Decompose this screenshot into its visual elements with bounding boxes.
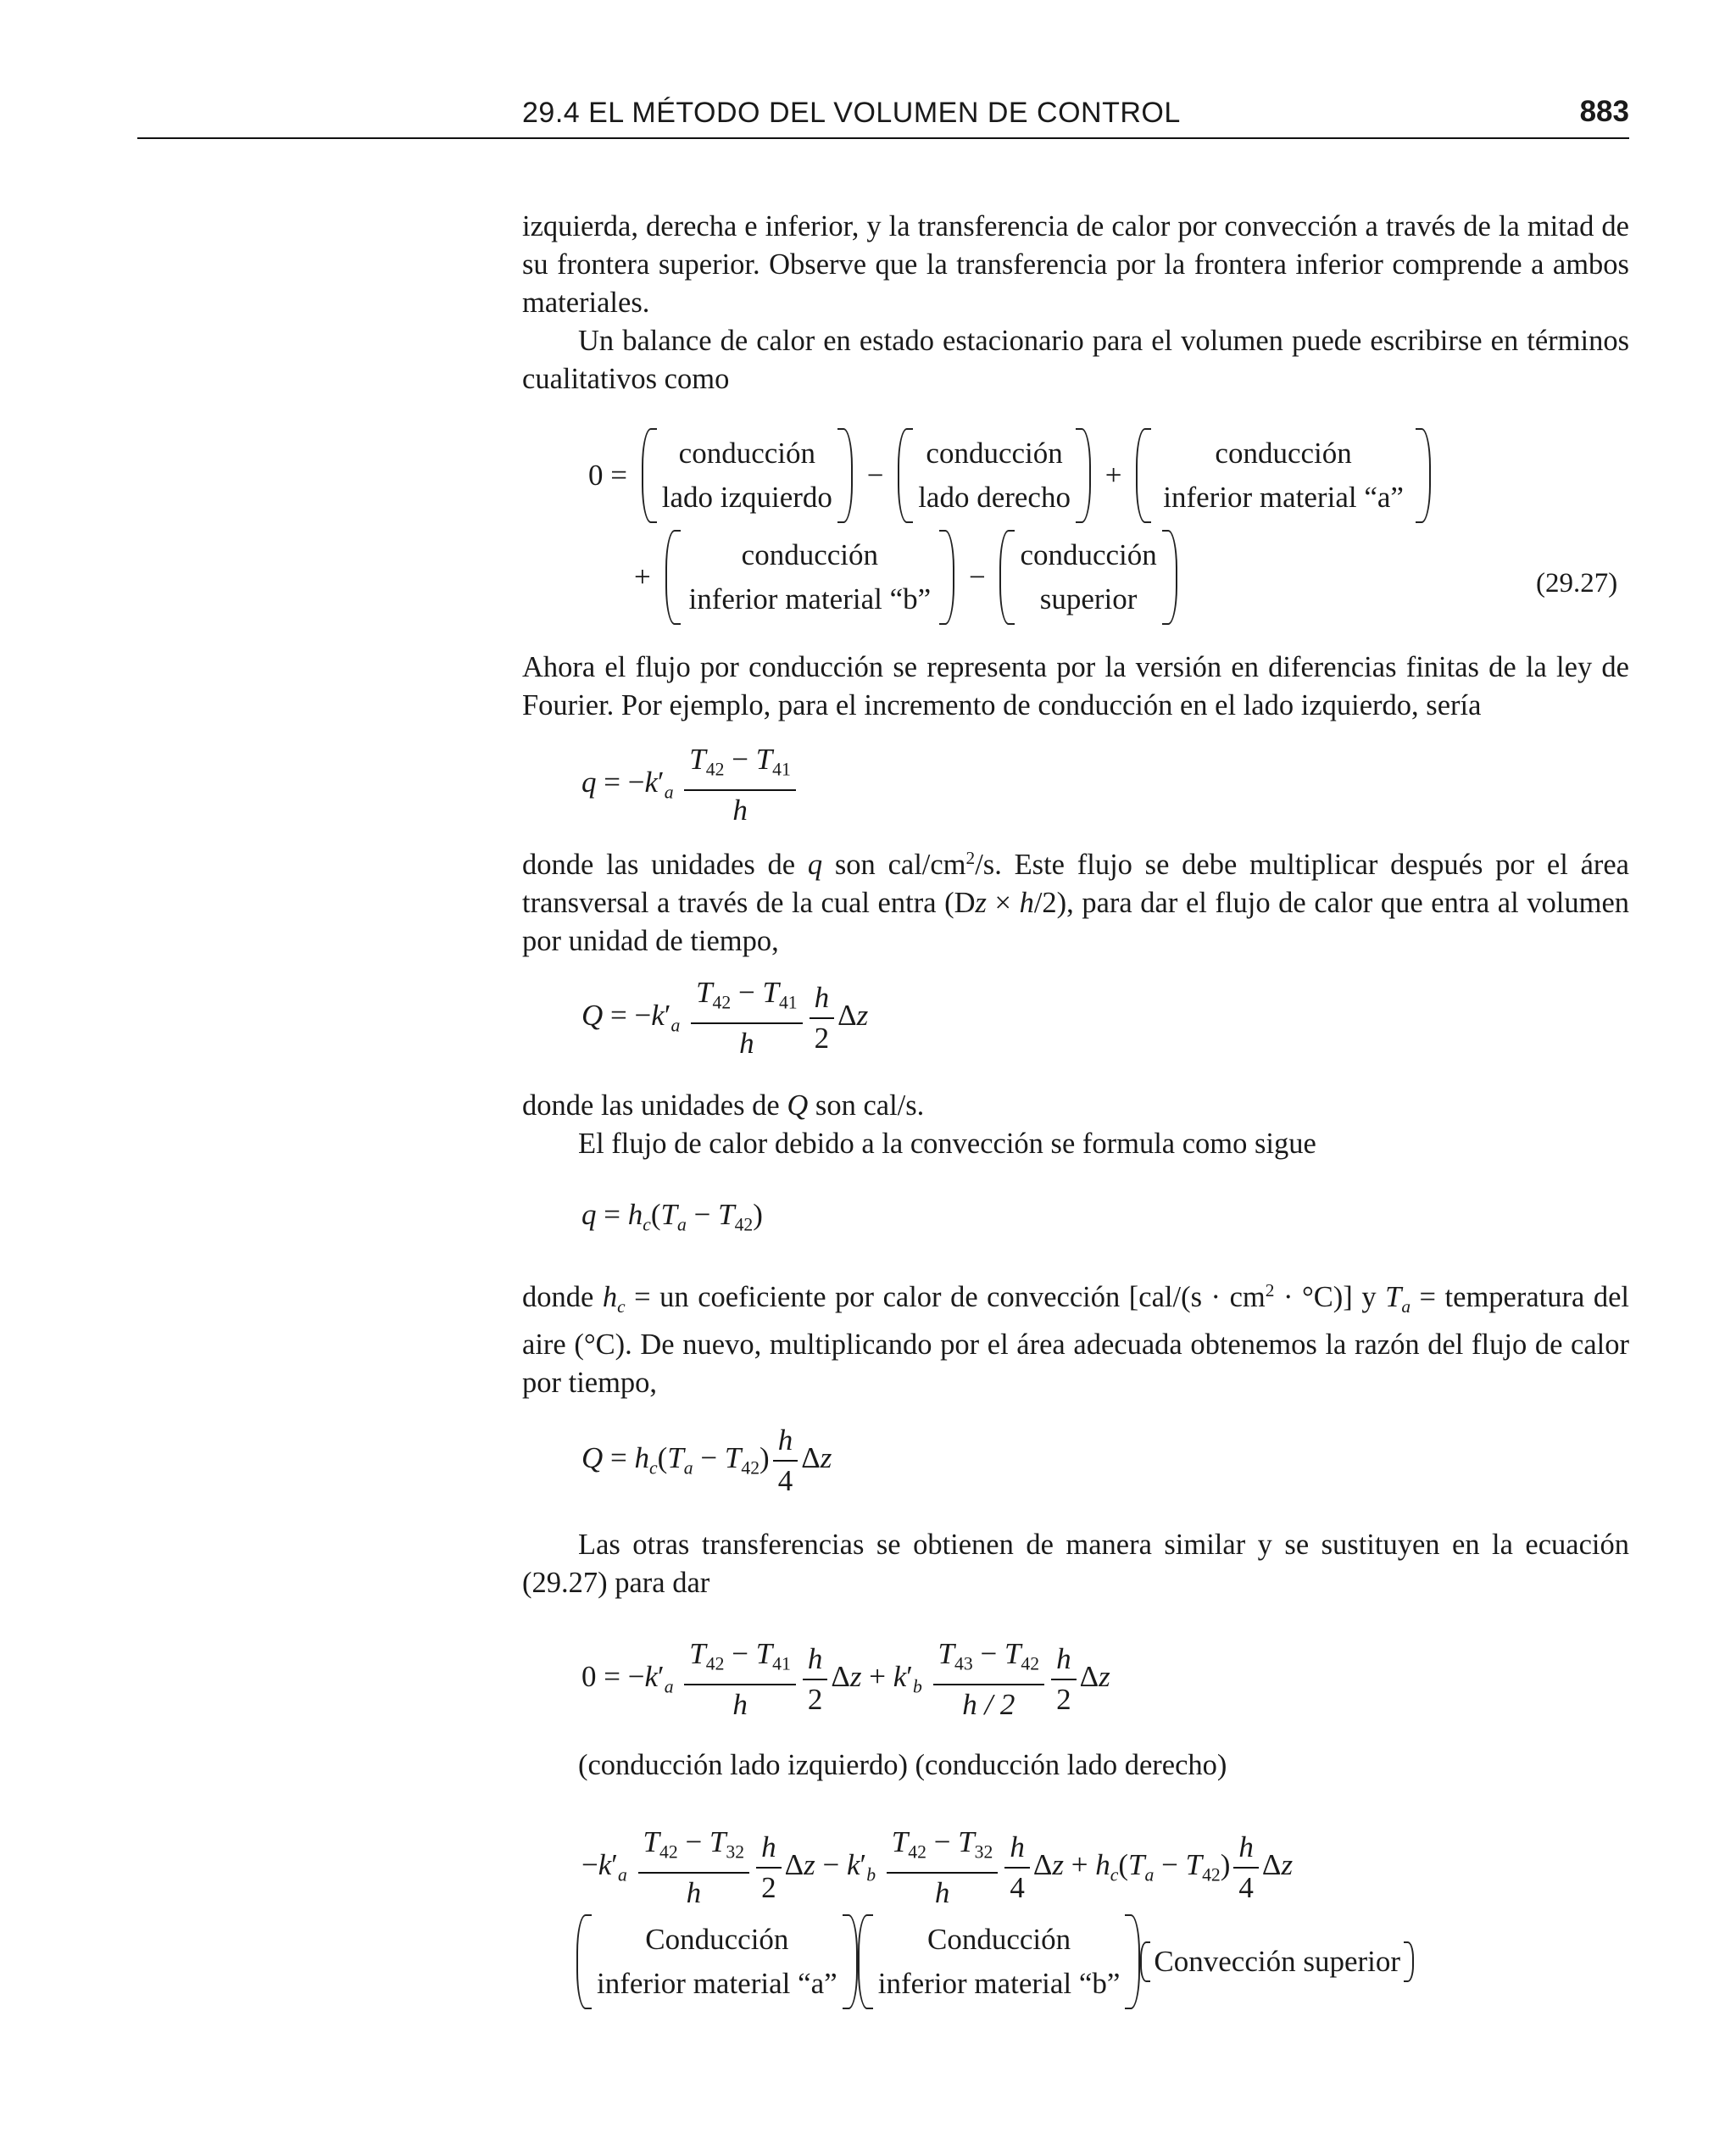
paragraph-9: (conducción lado izquierdo) (conducción lado derecho) [578,1749,1227,1781]
paragraph-6: El flujo de calor debido a la convección se formula como sigue [578,1128,1316,1160]
paragraph-7: donde $h_c$ = un coeficiente por calor de convección $[cal/(s \cdot cm^2 \cdot ^\circ C)]$ y $T_a$ = temperatura del aire (°C). De nuevo, multiplicando por el área adecuada obtenemos la razón del flujo de calor por tiempo, [522,1280,1629,1400]
equation-q-fourier: $q = -k'_a$ $\frac{T_{42} - T_{41}}{h}$ [581,742,799,828]
term-right-conduction: conducción lado derecho [898,428,1091,523]
paragraph-1: izquierda, derecha e inferior, y la transferencia de calor por convección a través de la mitad de su frontera superior. Observe que la transferencia por la frontera inferior comprende a ambos materiales. [522,210,1629,319]
page-number: 883 [1579,95,1629,128]
paragraph-5: donde las unidades de Q son cal/s. [522,1089,925,1122]
equation-Q-convection: $Q = h_c(T_a - T_{42})$ $\frac{h}{4}$ Δz [581,1423,832,1497]
running-header [137,93,1629,139]
equation-q-convection: $q = h_c(T_a - T_{42})$ [581,1198,763,1235]
heat-balance-equation-line2: + conducción inferior material “b” − conducción superior [627,530,1177,625]
paragraph-2: Un balance de calor en estado estacionario para el volumen puede escribirse en términos cualitativos como [522,325,1629,395]
equals-zero: 0 = [588,459,627,492]
term-bottom-material-a: conducción inferior material “a” [1136,428,1431,523]
term-top-conduction: conducción superior [999,530,1177,625]
paragraph-3: Ahora el flujo por conducción se representa por la versión en diferencias finitas de la ley de Fourier. Por ejemplo, para el incremento de conducción en el lado izquierdo, sería [522,651,1629,721]
label-top-convection: Convección superior [1140,1941,1414,1982]
equation-Q-conduction: $Q = -k'_a$ $\frac{T_{42} - T_{41}}{h}$ $\frac{h}{2}$ Δz [581,976,869,1060]
label-bottom-material-b: Conducción inferior material “b” [858,1914,1141,2009]
final-equation-labels [576,1914,1414,2009]
equation-final-line1: $0 = -k'_a$ $\frac{T_{42} - T_{41}}{h}$ $\frac{h}{2}$ $\Delta z + k'_b$ $\frac{T_{43} - T_{42}}{h / 2}$ $\frac{h}{2}$ Δz [581,1637,1110,1721]
term-bottom-material-b: conducción inferior material “b” [665,530,955,625]
paragraph-4: donde las unidades de q son cal/$cm^2/s$. Este flujo se debe multiplicar después por el área transversal a través de la cual entra (Dz × h/2), para dar el flujo de calor que entra al volumen por unidad de tiempo, [522,848,1630,957]
label-bottom-material-a: Conducción inferior material “a” [576,1914,858,2009]
equation-final-line2: $-k'_a$ $\frac{T_{42} - T_{32}}{h}$ $\frac{h}{2}$ $\Delta z - k'_b$ $\frac{T_{42} - T_{32}}{h}$ $\frac{h}{4}$ $\Delta z + h_c(T_a - T_{42})$ $\frac{h}{4}$ Δz [581,1825,1294,1909]
paragraph-8: Las otras transferencias se obtienen de manera similar y se sustituyen en la ecuación (29.27) para dar [522,1529,1629,1599]
equation-number: (29.27) [1536,568,1618,599]
term-left-conduction: conducción lado izquierdo [642,428,853,523]
section-title: 29.4 EL MÉTODO DEL VOLUMEN DE CONTROL [522,97,1181,129]
heat-balance-equation-line1: 0 = conducción lado izquierdo − conducción lado derecho + conducción inferior material “a” [581,428,1431,523]
